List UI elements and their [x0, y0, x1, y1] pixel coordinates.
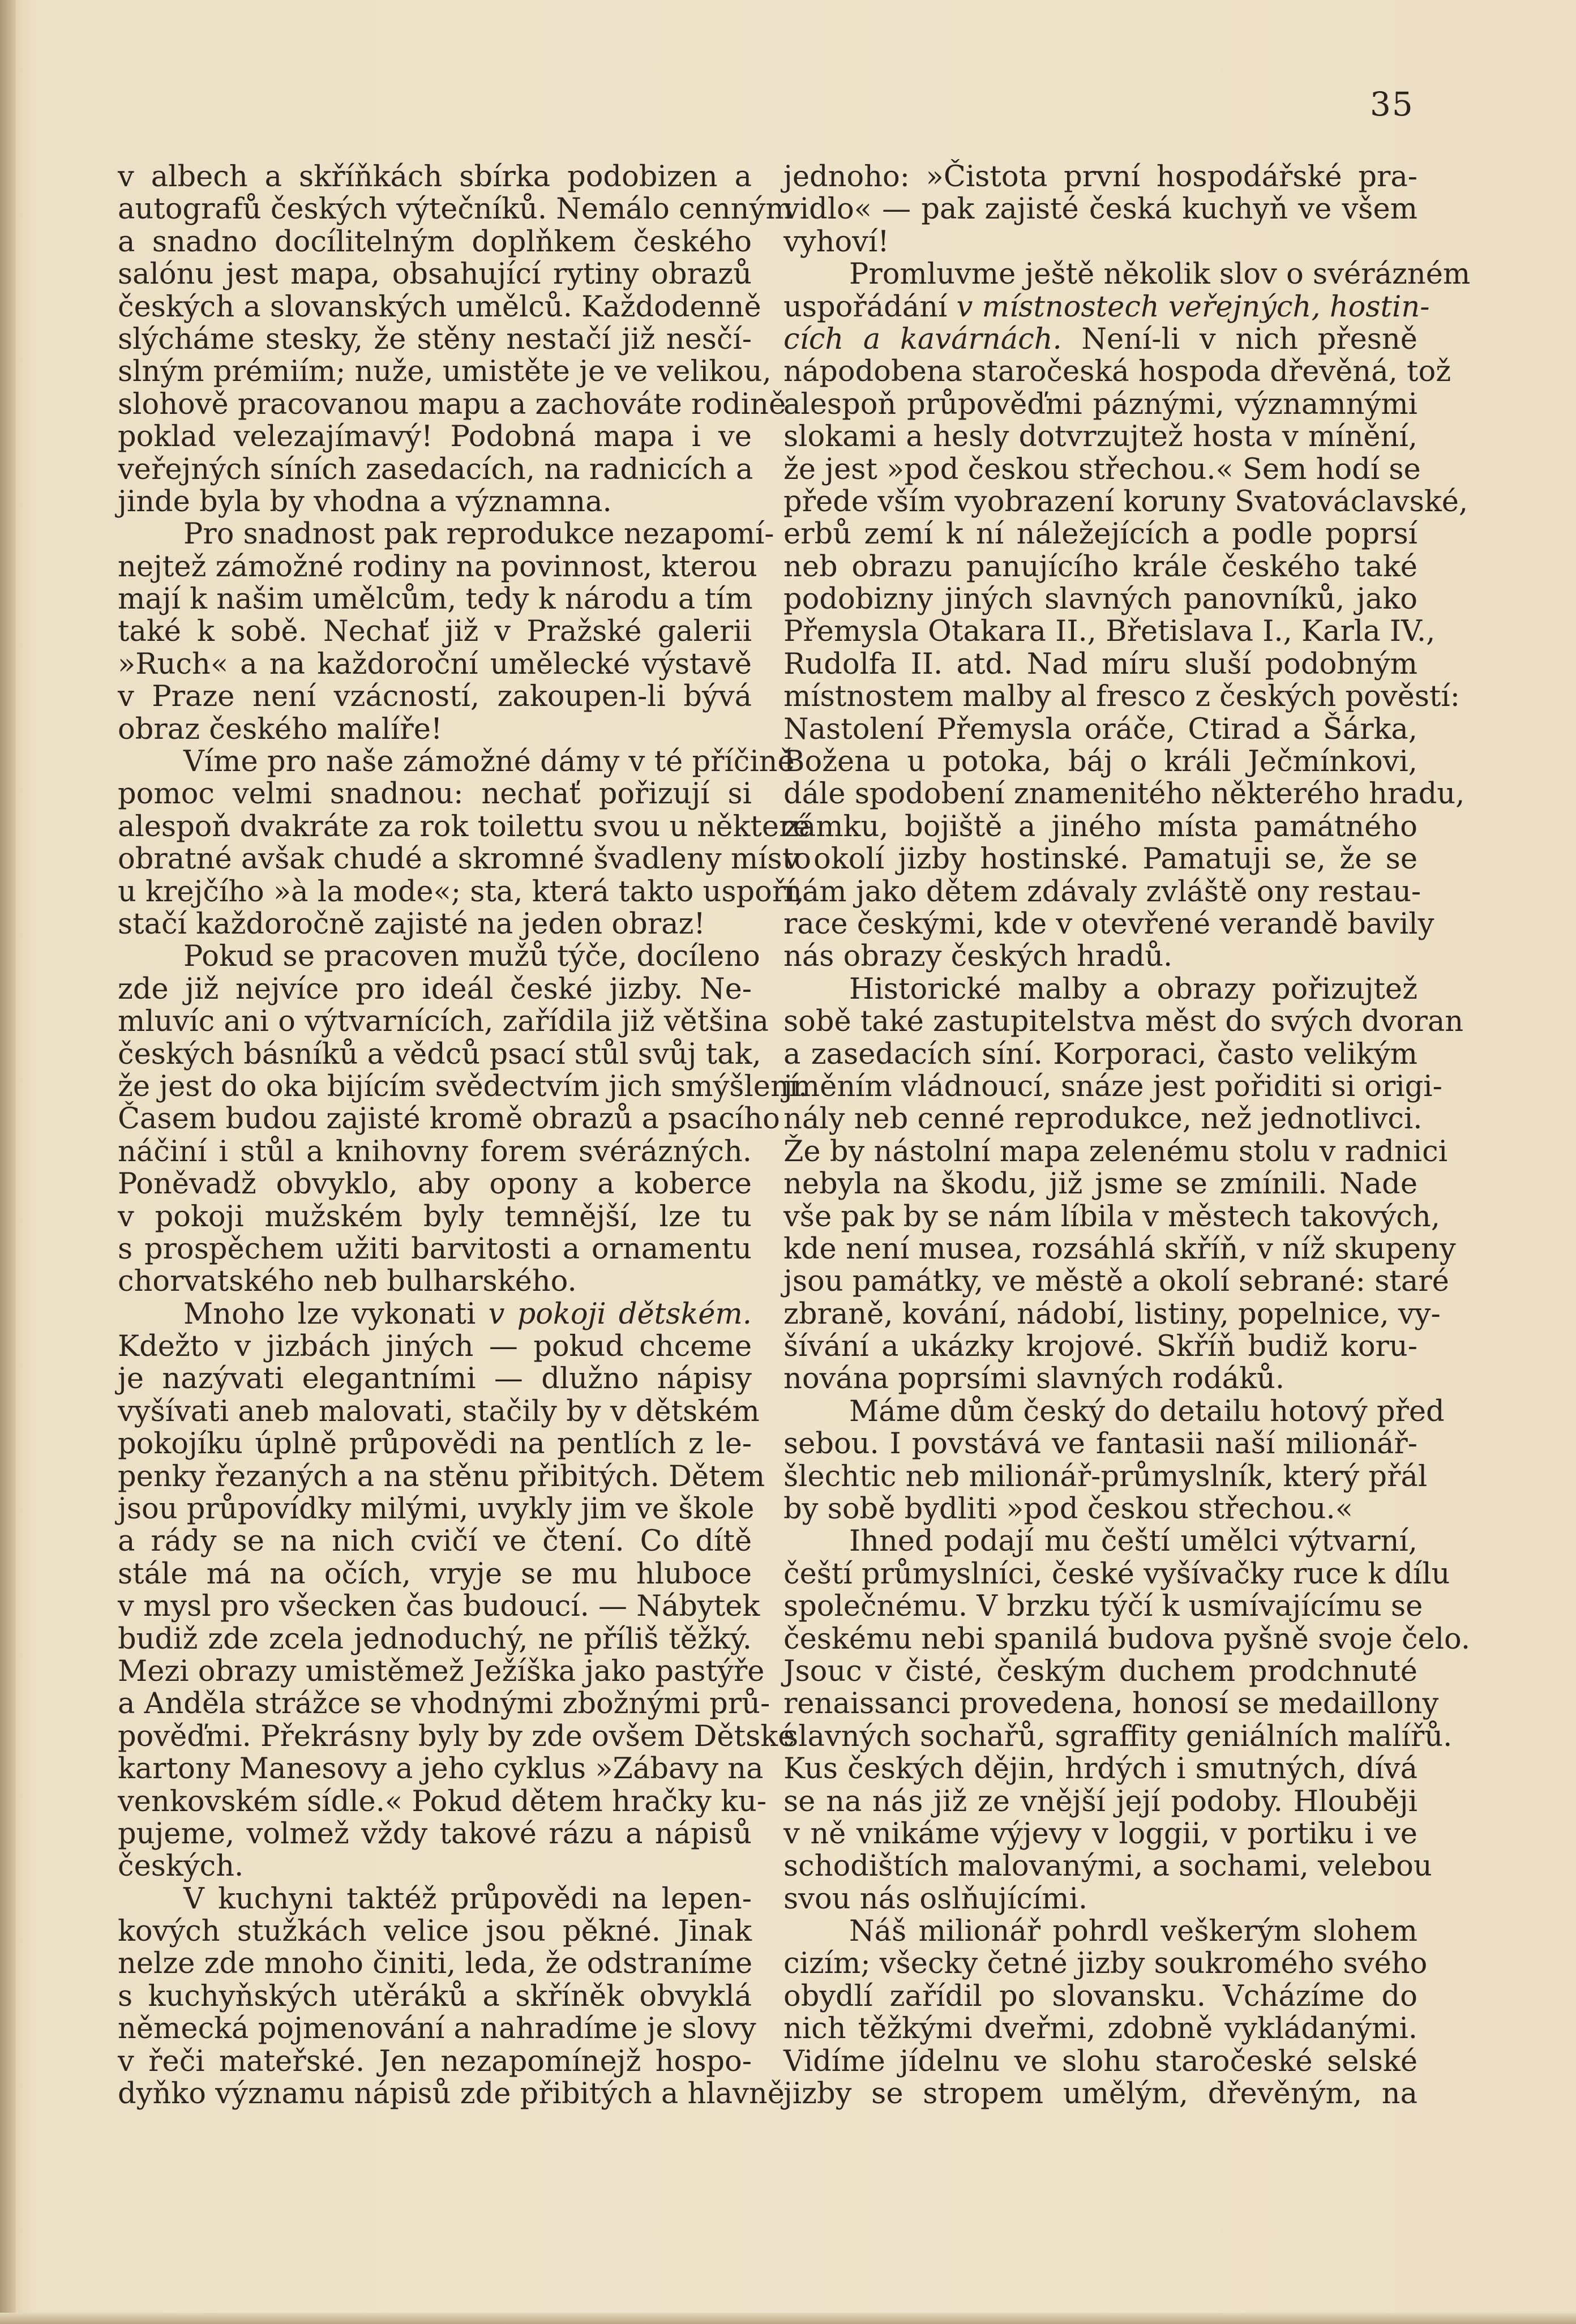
- text-line: Vidíme jídelnu ve slohu staročeské selské: [783, 2044, 1417, 2078]
- text-line: šlechtic neb milionář-průmyslník, který přál: [783, 1460, 1428, 1493]
- text-line: jednoho: »Čistota první hospodářské pra-: [783, 160, 1417, 194]
- text-line: nebyla na škodu, již jsme se zmínili. Nade: [783, 1167, 1417, 1201]
- text-line: nály neb cenné reprodukce, než jednotlivci.: [783, 1102, 1423, 1136]
- text-line: [783, 323, 1417, 356]
- text-line: zámku, bojiště a jiného místa památného: [783, 810, 1417, 844]
- text-line: mají k našim umělcům, tedy k národu a tím: [118, 583, 753, 617]
- text-line: dyňko významu nápisů zde přibitých a hlavně: [118, 2077, 785, 2111]
- text-line: [783, 290, 1430, 324]
- text-line: schodištích malovanými, a sochami, velebou: [783, 1850, 1432, 1884]
- text-line: Božena u potoka, báj o králi Ječmínkovi,: [783, 745, 1417, 779]
- text-line: německá pojmenování a nahradíme je slovy: [118, 2012, 756, 2046]
- text-line: veřejných síních zasedacích, na radnicích a: [118, 452, 753, 486]
- text-line: šívání a ukázky krojové. Skříň budiž koru-: [783, 1330, 1417, 1364]
- text-line: Kdežto v jizbách jiných — pokud chceme: [118, 1330, 752, 1364]
- text-line: stále má na očích, vryje se mu hluboce: [118, 1557, 752, 1591]
- text-line: v pokoji mužském byly temnější, lze tu: [118, 1200, 752, 1234]
- text-line: pověďmi. Překrásny byly by zde ovšem Dětské: [118, 1719, 795, 1753]
- text-line: vše pak by se nám líbila v městech takových,: [783, 1200, 1440, 1234]
- text-line: Víme pro naše zámožné dámy v té příčině: [183, 745, 795, 779]
- text-line: by sobě bydliti »pod českou střechou.«: [783, 1492, 1353, 1526]
- text-line: je nazývati elegantními — dlužno nápisy: [118, 1362, 752, 1396]
- text-line: poklad velezajímavý! Podobná mapa i ve: [118, 420, 752, 454]
- text-line: budiž zde zcela jednoduchý, ne příliš těžký.: [118, 1622, 752, 1656]
- text-line: renaissanci provedena, honosí se medaillony: [783, 1687, 1439, 1721]
- text-line: s kuchyňských utěráků a skříněk obvyklá: [118, 1979, 752, 2013]
- text-line: nás obrazy českých hradů.: [783, 940, 1173, 974]
- text-line: Že by nástolní mapa zelenému stolu v radnici: [783, 1135, 1448, 1169]
- italic-text: cích a kavárnách.: [783, 322, 1062, 356]
- text-line: kartony Manesovy a jeho cyklus »Zábavy na: [118, 1752, 764, 1786]
- text-line: sobě také zastupitelstva měst do svých dvoran: [783, 1005, 1464, 1039]
- text-line: vyšívati aneb malovati, stačily by v dětském: [118, 1394, 760, 1428]
- text-line: jsou památky, ve městě a okolí sebrané: staré: [783, 1265, 1449, 1299]
- text-line: českému nebi spanilá budova pyšně svoje čelo.: [783, 1622, 1471, 1656]
- text-line: kde není musea, rozsáhlá skříň, v níž skupeny: [783, 1232, 1456, 1266]
- text-line: Mezi obrazy umistěmež Ježíška jako pastýře: [118, 1654, 765, 1688]
- text-line: Máme dům český do detailu hotový před: [849, 1394, 1445, 1428]
- text-line: V kuchyni taktéž průpovědi na lepen-: [183, 1882, 752, 1916]
- page-binding-edge: [0, 0, 16, 2324]
- text-line: neb obrazu panujícího krále českého také: [783, 550, 1417, 584]
- left-text-column: [118, 160, 811, 2111]
- text-line: Pokud se pracoven mužů týče, docíleno: [183, 940, 760, 974]
- text-line: chorvatského neb bulharského.: [118, 1265, 577, 1299]
- text-line: že jest »pod českou střechou.« Sem hodí se: [783, 452, 1421, 486]
- text-line: slohově pracovanou mapu a zachováte rodině: [118, 387, 786, 421]
- text-segment: uspořádání: [783, 290, 957, 324]
- text-line: a Anděla strážce se vhodnými zbožnými prů-: [118, 1687, 770, 1721]
- text-line: Kus českých dějin, hrdých i smutných, dívá: [783, 1752, 1417, 1786]
- text-line: »Ruch« a na každoroční umělecké výstavě: [118, 647, 752, 681]
- italic-text: v místnostech veřejných, hostin-: [956, 290, 1430, 324]
- text-line: místnostem malby al fresco z českých pověstí:: [783, 680, 1460, 714]
- text-line: českých a slovanských umělců. Každodenně: [118, 290, 761, 324]
- text-line: slýcháme stesky, že stěny nestačí již nesčí-: [118, 322, 752, 356]
- text-line: jizby se stropem umělým, dřevěným, na: [783, 2077, 1417, 2111]
- text-line: Historické malby a obrazy pořizujtež: [849, 972, 1417, 1006]
- text-line: obraz českého malíře!: [118, 712, 443, 746]
- text-segment: Mnoho lze vykonati: [183, 1297, 489, 1331]
- text-line: Promluvme ještě několik slov o svérázném: [849, 258, 1471, 292]
- text-line: Náš milionář pohrdl veškerým slohem: [849, 1915, 1417, 1949]
- text-line: svou nás oslňujícími.: [783, 1882, 1088, 1916]
- page-number: 35: [1370, 85, 1414, 123]
- text-line: pomoc velmi snadnou: nechať pořizují si: [118, 777, 752, 811]
- text-line: autografů českých výtečníků. Nemálo cenným: [118, 192, 793, 226]
- text-line: kových stužkách velice jsou pěkné. Jinak: [118, 1915, 752, 1949]
- text-line: vyhoví!: [783, 225, 889, 259]
- text-line: Poněvadž obvyklo, aby opony a koberce: [118, 1167, 752, 1201]
- text-line: Rudolfa II. atd. Nad míru sluší podobným: [783, 647, 1417, 681]
- text-line: nejtež zámožné rodiny na povinnost, kterou: [118, 550, 757, 584]
- text-line: že jest do oka bijícím svědectvím jich smýšlení.: [118, 1069, 808, 1103]
- text-line: náčiní i stůl a knihovny forem svérázných.: [118, 1135, 752, 1169]
- text-line: slným prémiím; nuže, umistěte je ve velikou,: [118, 355, 772, 389]
- text-line: salónu jest mapa, obsahující rytiny obrazů: [118, 258, 752, 292]
- text-line: zde již nejvíce pro ideál české jizby. Ne-: [118, 972, 752, 1006]
- text-line: jinde byla by vhodna a významna.: [118, 485, 612, 519]
- text-line: [118, 1298, 752, 1330]
- text-line: v mysl pro všecken čas budoucí. — Nábytek: [118, 1590, 760, 1624]
- text-line: stačí každoročně zajisté na jeden obraz!: [118, 907, 705, 941]
- text-line: vidlo« — pak zajisté česká kuchyň ve všem: [783, 192, 1417, 226]
- text-line: jsou průpovídky milými, uvykly jim ve škole: [118, 1492, 755, 1526]
- text-line: a rády se na nich cvičí ve čtení. Co dítě: [118, 1525, 752, 1559]
- text-line: Přemysla Otakara II., Břetislava I., Karla IV.,: [783, 615, 1436, 649]
- text-line: pujeme, volmež vždy takové rázu a nápisů: [118, 1817, 752, 1851]
- text-line: nápodobena staročeská hospoda dřevěná, tož: [783, 355, 1451, 389]
- text-line: cizím; všecky četné jizby soukromého svého: [783, 1947, 1428, 1981]
- text-line: u krejčího »à la mode«; sta, která takto uspoří,: [118, 875, 804, 909]
- text-line: pokojíku úplně průpovědi na pentlích z le-: [118, 1427, 752, 1461]
- text-line: nována poprsími slavných rodáků.: [783, 1362, 1285, 1396]
- text-line: Časem budou zajisté kromě obrazů a psacího: [118, 1102, 780, 1136]
- italic-text: v pokoji dětském.: [488, 1297, 752, 1331]
- text-line: čeští průmyslníci, české vyšívačky ruce k dílu: [783, 1557, 1450, 1591]
- text-line: alespoň průpověďmi páznými, významnými: [783, 387, 1417, 421]
- text-line: sebou. I povstává ve fantasii naší milionář-: [783, 1427, 1417, 1461]
- text-line: slokami a hesly dotvrzujtež hosta v mínění,: [783, 420, 1417, 454]
- text-line: race českými, kde v otevřené verandě bavily: [783, 907, 1434, 941]
- text-line: podobizny jiných slavných panovníků, jako: [783, 583, 1417, 617]
- text-line: mluvíc ani o výtvarnících, zařídila již většina: [118, 1005, 769, 1039]
- text-segment: Není-li v nich přesně: [1061, 322, 1417, 356]
- text-line: obydlí zařídil po slovansku. Vcházíme do: [783, 1979, 1417, 2013]
- text-line: v albech a skříňkách sbírka podobizen a: [118, 160, 752, 194]
- page-bottom-edge: [0, 2313, 1576, 2324]
- text-line: erbů zemí k ní náležejících a podle poprsí: [783, 517, 1417, 551]
- text-line: penky řezaných a na stěnu přibitých. Dětem: [118, 1460, 765, 1493]
- text-line: obratné avšak chudé a skromné švadleny místo: [118, 842, 811, 876]
- text-line: také k sobě. Nechať již v Pražské galerii: [118, 615, 752, 649]
- text-line: v Praze není vzácností, zakoupen-li bývá: [118, 680, 752, 714]
- text-line: a snadno docílitelným doplňkem českého: [118, 225, 752, 259]
- text-line: Nastolení Přemysla oráče, Ctirad a Šárka,: [783, 712, 1417, 746]
- text-line: Pro snadnost pak reprodukce nezapomí-: [183, 517, 774, 551]
- text-line: venkovském sídle.« Pokud dětem hračky ku-: [118, 1784, 767, 1818]
- text-line: alespoň dvakráte za rok toilettu svou u některé: [118, 810, 810, 844]
- text-line: s prospěchem užiti barvitosti a ornamentu: [118, 1232, 752, 1266]
- text-line: a zasedacích síní. Korporaci, často velikým: [783, 1037, 1417, 1071]
- text-line: v řeči mateřské. Jen nezapomínejž hospo-: [118, 2044, 752, 2078]
- text-line: jměním vládnoucí, snáze jest pořiditi si origi-: [783, 1069, 1442, 1103]
- text-line: přede vším vyobrazení koruny Svatováclavské,: [783, 485, 1468, 519]
- text-line: Ihned podají mu čeští umělci výtvarní,: [849, 1525, 1417, 1559]
- text-line: v ně vnikáme výjevy v loggii, v portiku i ve: [783, 1817, 1417, 1851]
- text-line: Jsouc v čisté, českým duchem prodchnuté: [783, 1654, 1417, 1688]
- text-line: českých.: [118, 1850, 244, 1884]
- text-line: dále spodobení znamenitého některého hradu,: [783, 777, 1465, 811]
- right-text-column: [783, 160, 1471, 2111]
- text-line: se na nás již ze vnější její podoby. Hlouběji: [783, 1784, 1417, 1818]
- text-line: v okolí jizby hostinské. Pamatuji se, že se: [783, 842, 1417, 876]
- text-line: slavných sochařů, sgraffity geniálních malířů.: [783, 1719, 1453, 1753]
- text-line: společnému. V brzku týčí k usmívajícímu se: [783, 1590, 1423, 1624]
- text-line: nich těžkými dveřmi, zdobně vykládanými.: [783, 2012, 1417, 2046]
- text-line: nelze zde mnoho činiti, leda, že odstraníme: [118, 1947, 753, 1981]
- text-line: nám jako dětem zdávaly zvláště ony restau-: [783, 875, 1421, 909]
- text-line: zbraně, kování, nádobí, listiny, popelnice, vy-: [783, 1297, 1441, 1331]
- text-line: českých básníků a vědců psací stůl svůj tak,: [118, 1037, 761, 1071]
